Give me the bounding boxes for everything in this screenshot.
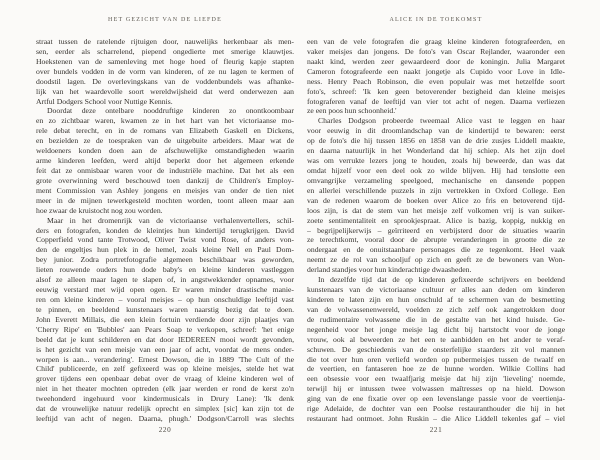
text-line: rige Adelaide, de dochter van een Poolse restauranthouder die hij in het [307, 404, 565, 414]
text-line: straat tussen de ratelende rijtuigen door, nauwelijks herkenbaar als men- [36, 37, 294, 46]
text-line: vrouw, ook al beweerden ze het een te aanbidden en het ander te veraf- [307, 334, 565, 344]
text-line: 'Cherry Ripe' en 'Bubbles' aan Pears Soap te verkopen, schreef: 'het enige [36, 324, 294, 334]
text-line: foto's, schreef: 'Ik ken geen betoverender bezigheid dan kleine meisjes [307, 86, 565, 96]
text-line: beeld dat je kunt schilderen en dat door IEDEREEN mooi wordt gevonden, [36, 334, 294, 344]
text-line: kunstenaars van de victoriaanse cultuur er alles aan deden om kinderen [307, 285, 565, 295]
text-line: vaker meisjes dan jongens. De foto's van Oscar Rejlander, waaronder een [307, 46, 565, 56]
text-line: weldoeners konden doen aan de afschuwelijke omstandigheden waarin [36, 146, 294, 156]
text-line: fotograferen vanaf de leeftijd van vier tot acht of negen. Daarna verliezen [307, 96, 565, 106]
text-line: rele debat terecht, en in de romans van Elizabeth Gaskell en Dickens, [36, 126, 294, 136]
left-page-number: 220 [158, 426, 172, 434]
text-line: alsof ze alleen maar lagen te slapen of, in angstwekkender opnames, voor [36, 275, 294, 285]
text-line: sen, eerder als scharrelend, piepend ongedierte met smerige klauwtjes. [36, 46, 294, 56]
left-running-header: HET GEZICHT VAN DE LIEFDE [108, 17, 222, 23]
right-page [307, 0, 565, 460]
text-line: arme kinderen leefden, werd altijd beperkt door het algemeen erkende [36, 156, 294, 166]
text-line: en zo zichtbaar waren, kwamen ze in het hart van het victoriaanse mo- [36, 116, 294, 126]
text-line: Cameron fotografeerde een naakt jongetje als Cupido voor Love in Idle- [307, 66, 565, 76]
text-line: een obsessie voor een twaalfjarig meisje dat hij zijn 'lieveling' noemde, [307, 374, 565, 384]
text-line: den de engeltjes hun plek in de hemel, zoals kleine Nell en Paul Dom- [36, 245, 294, 255]
text-line: en bezielden ze de toespraken van de uitgebuite arbeiders. Maar wat de [36, 136, 294, 146]
text-line: was om verrukte lezers jong te houden, zoals hij beweerde, dan was dat [307, 156, 565, 166]
text-line: te pinnen, en beeldend kunstenaars waren naarstig bezig dat te doen. [36, 304, 294, 314]
text-line: ze terechtkomt, vooral door de abrupte veranderingen in grootte die ze [307, 235, 565, 245]
text-line: John Everett Millais, die een klein fortuin verdiende door zijn plaatjes van [36, 314, 294, 324]
text-line: derland standjes voor hun kinderachtige dwaasheden. [307, 265, 472, 275]
left-page [36, 0, 294, 460]
text-line: ders en fotografen, konden de kleintjes hun kindertijd terugkrijgen. David [36, 225, 294, 235]
text-line: restaurant had ontmoet. John Ruskin – die Alice Liddell tekenles gaf – viel [307, 414, 565, 424]
text-line: hoe zwaar de kruistocht nog zou worden. [36, 205, 163, 215]
text-line: grote overwinning werd beschouwd toen dankzij de Children's Employ- [36, 175, 294, 185]
text-line: Charles Dodgson probeerde tweemaal Alice vast te leggen en haar [318, 116, 565, 126]
text-line: ging van de ene fixatie over op een levenslange passie voor de veertienja- [307, 394, 565, 404]
text-line: van de volwassenenwereld, voelden ze zich zelf ook aangetrokken door [307, 304, 565, 314]
text-line: ondergaat en de onuitstaanbare personages die ze tegenkomt. Heel vaak [307, 245, 565, 255]
text-line: leeftijd van acht of negen. Daarna, phugh.' Dodgson/Carroll was slechts [36, 414, 294, 424]
left-text-block [36, 37, 294, 424]
text-line: een van de vele fotografen die graag kleine kinderen fotografeerden, en [307, 37, 565, 46]
text-line: naakt kind, werden zeer gewaardeerd door de koningin. Julia Margaret [307, 56, 565, 66]
text-line: niet in het theater mochten optreden (elk jaar werden er rond de kerst zo'n [36, 384, 294, 394]
right-text-block [307, 37, 565, 424]
text-line: omvangrijke verzameling speelgoed, mechanische en dansende poppen [307, 175, 565, 185]
text-line: op de foto's die hij tussen 1856 en 1858 van de drie zusjes Liddell maakte, [307, 136, 565, 146]
text-line: doodstil lagen. De overlevingskans van de voddenbundels was afhanke- [36, 76, 294, 86]
text-line: lieten rouwende ouders hun dode baby's en kleine kinderen vastleggen [36, 265, 294, 275]
text-line: en daarna natuurlijk in het Wonderland dat hij schiep. Als het zijn doel [307, 146, 565, 156]
text-line: meer in de mijnen tewerkgesteld mochten worden, toont alleen maar aan [36, 195, 294, 205]
text-line: kinderen te laten zijn en hun onschuld af te schermen van de besmetting [307, 294, 565, 304]
text-line: dat de vrouwelijke natuur redelijk oprecht en simplex [sic] kan zijn tot de [36, 404, 294, 414]
text-line: Copperfield vond tante Trotwood, Oliver Twist vond Rose, of anders von- [36, 235, 294, 245]
text-line: tweehonderd ingehuurd voor kindermusicals in Drury Lane): 'Ik denk [36, 394, 294, 404]
text-line: schuwen. De geschiedenis van de onsterfelijke staarders zit vol mannen [307, 344, 565, 354]
right-page-number: 221 [429, 426, 443, 434]
text-line: Hoekstenen van de samenleving met hoge hoed of fleurig kapje stapten [36, 56, 294, 66]
text-line: de rudimentaire volwassene die in de gestalte van het kind huisde. Ge- [307, 314, 565, 324]
text-line: en allerlei verschillende puzzels in zijn vertrekken in Oxford College. Een [307, 185, 565, 195]
text-line: bey junior. Zodra portretfotografie algemeen beschikbaar was geworden, [36, 255, 294, 265]
text-line: ren om kleine kinderen – vooral meisjes – op hun onschuldige leeftijd vast [36, 294, 294, 304]
text-line: Doordat deze ontelbare nooddruftige kinderen zo onontkoombaar [47, 106, 294, 116]
text-line: voor eeuwig in dit droomlandschap van de kindertijd te bewaren: eerst [307, 126, 565, 136]
text-line: feit dat ze onmisbaar waren voor de industriële machine. Dat het als een [36, 165, 294, 175]
text-line: de veertien, en fantaseren hoe ze de hunne worden. Wilkie Collins had [307, 364, 565, 374]
text-line: omdat hijzelf voor een deel ook zo wilde blijven. Hij had tenslotte een [307, 165, 565, 175]
text-line: negenheid voor het jonge meisje lag dicht bij hartstocht voor de jonge [307, 324, 565, 334]
text-line: eeuwig verstard met wijd open ogen. Er waren minder drastische manie- [36, 285, 294, 295]
text-line: – begrijpelijkerwijs – geïrriteerd en verbijsterd door de situaties waarin [307, 225, 565, 235]
text-line: Maar in het dromenrijk van de victoriaanse verhalenvertellers, schil- [47, 215, 294, 225]
text-line: is het gezicht van een meisje van een jaar of acht, voordat de mens onder- [36, 344, 294, 354]
text-line: ment Commission van Ashley jongens en meisjes van onder de tien niet [36, 185, 294, 195]
text-line: zoete sentimentaliteit en sprookjespraat. Alice is bazig, koppig, nukkig en [307, 215, 565, 225]
text-line: terwijl hij er intussen twee volwassen maîtresses op na hield. Dowson [307, 384, 565, 394]
text-line: grover tijdens een openbaar debat over de vraag of kleine kinderen wel of [36, 374, 294, 384]
text-line: worpen is aan... verandering'. Ernest Dowson, die in 1889 'The Cult of the [36, 354, 294, 364]
text-line: die tot over hun oren verliefd worden op pubermeisjes tussen de twaalf en [307, 354, 565, 364]
text-line: ness. Henry Peach Robinson, die even populair was met hetzelfde soort [307, 76, 565, 86]
text-line: lijk van het waardevolle soort wereldwijsheid dat werd onderwezen aan [36, 86, 294, 96]
text-line: In dezelfde tijd dat de op kinderen gefixeerde schrijvers en beeldend [318, 275, 565, 285]
text-line: van de redenen waarom de boeken over Alice zo fris en betoverend tijd- [307, 195, 565, 205]
text-line: loos zijn, is dat de stem van het meisje zelf volkomen vrij is van suiker- [307, 205, 565, 215]
text-line: neemt ze de rol van schooljuf op zich en geeft ze de bewoners van Won- [307, 255, 565, 265]
text-line: Artful Dodgers School voor Nuttige Kennis. [36, 96, 173, 106]
text-line: ze een poos hun schoonheid.' [307, 106, 397, 116]
right-running-header: ALICE IN DE TOEKOMST [389, 17, 483, 23]
text-line: Child' publiceerde, en zelf gefixeerd was op kleine meisjes, stelde het wat [36, 364, 294, 374]
text-line: over bundels vodden in de vorm van kinderen, of ze nu lagen te kermen of [36, 66, 294, 76]
